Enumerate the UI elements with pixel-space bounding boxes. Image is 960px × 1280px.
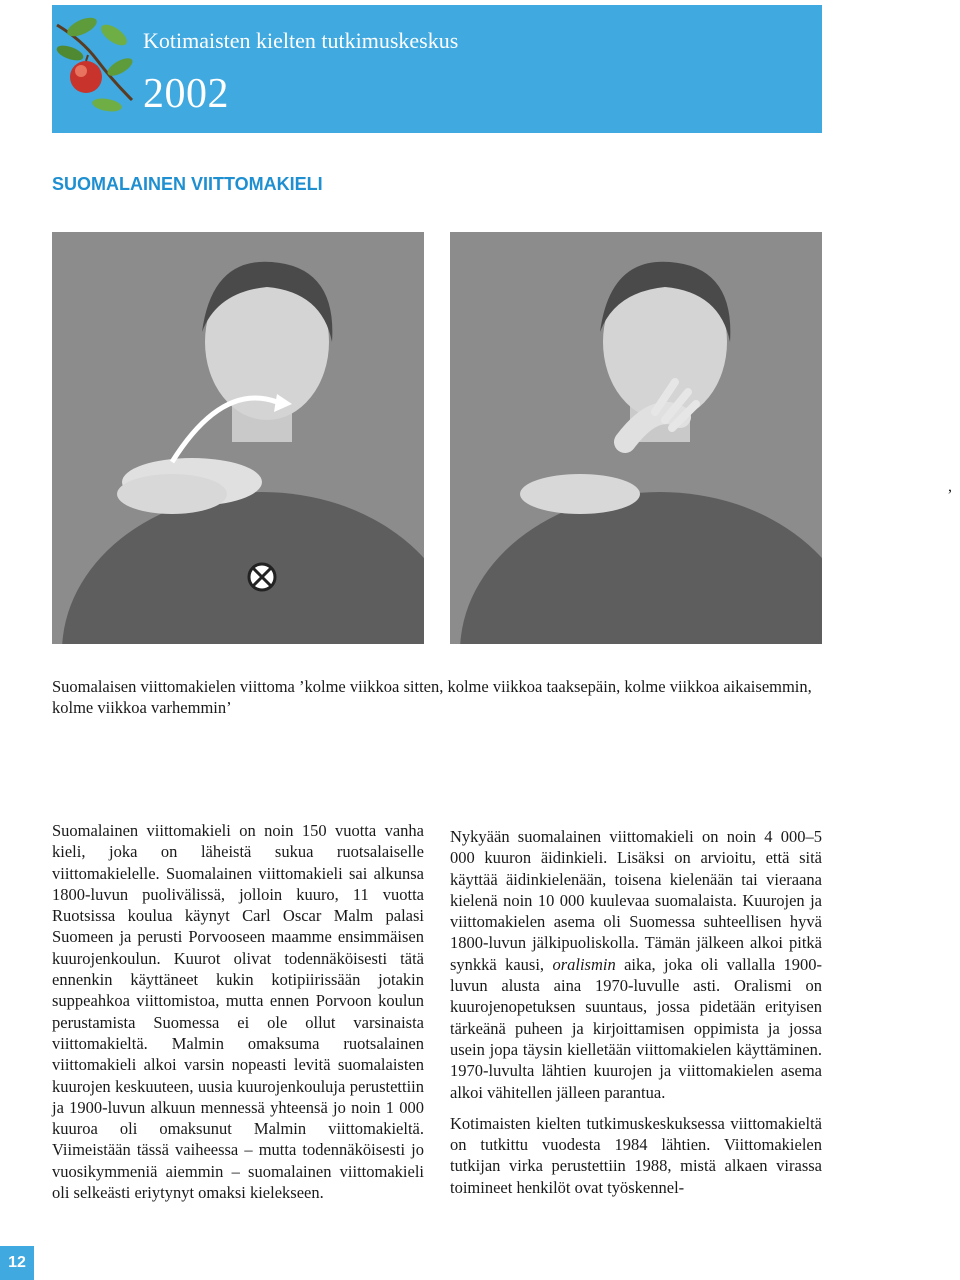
text-run: Nykyään suomalainen viittomakieli on noin 4 000–5 000 kuuron äidinkieli. Lisäksi on arvioitu, että sitä käyttää äidinkielenään, toisena kielenään tai vieraana kielenä noin 10 000 kuulevaa suomalaista. Kuurojen ja viittomakielen asema oli Suomessa suhteellisen hyvä 1800-luvun jälkipuoliskolla. Tämän jälkeen alkoi pitkä synkkä kausi,	[450, 827, 822, 974]
text-run: aika, joka oli vallalla 1900-luvun alusta aina 1970-luvulle asti. Oralismi on kuurojenopetuksen suuntaus, jossa pidetään erityisen tärkeänä puheen ja kirjoittamisen oppimista ja jossa usein jopa täysin kielletään viittomakielen käyttäminen. 1970-luvulta lähtien kuurojen ja viittomakielen asema alkoi vähitellen jälleen parantua.	[450, 954, 823, 1102]
column-right	[450, 826, 822, 1198]
body-paragraph: Suomalainen viittomakieli on noin 150 vuotta vanha kieli, joka on läheistä sukua ruotsalaiselle viittomakielelle. Suomalainen viittomakieli sai alkunsa 1800-luvun puolivälissä, jolloin kuuro, 11 vuotta Ruotsissa koulua käynyt Carl Oscar Malm palasi Suomeen ja perusti Porvooseen maamme ensimmäisen kuurojenkoulun. Kuurot olivat todennäköisesti tätä ennenkin käyttäneet kukin kotipiirissään jotakin suppeahkoa viittomistoa, mutta ennen Porvoon koulun perustamista Suomessa ei ole ollut varsinaista viittomakieltä. Malmin omaksuma ruotsalainen viittomakieli alkoi varsin nopeasti levitä suomalaisten kuurojen keskuuteen, uusia kuurojenkouluja perustettiin ja 1900-luvun alkuun mennessä yhteensä jo noin 1 000 kuuroa oli omaksunut Malmin viittomakieltä. Viimeistään tässä vaiheessa – mutta todennäköisesti jo vuosikymmeniä aiemmin – suomalainen viittomakieli oli selkeästi eriytynyt omaksi kielekseen.	[52, 821, 424, 1203]
figure-caption: Suomalaisen viittomakielen viittoma ’kolme viikkoa sitten, kolme viikkoa taaksepäin, kolme viikkoa aikaisemmin, kolme viikkoa varhemmin’	[52, 677, 812, 717]
sign-photo-end	[450, 232, 822, 644]
italic-term: oralismin	[552, 954, 616, 974]
year: 2002	[143, 71, 229, 117]
page-number: 12	[0, 1246, 34, 1280]
body-paragraph	[450, 826, 822, 1103]
stray-comma: ,	[948, 478, 952, 495]
apple-branch-logo	[52, 5, 137, 133]
institution-name: Kotimaisten kielten tutkimuskeskus	[143, 28, 459, 53]
sign-photo-start	[52, 232, 424, 644]
section-title: SUOMALAINEN VIITTOMAKIELI	[52, 174, 323, 194]
body-paragraph: Kotimaisten kielten tutkimuskeskuksessa viittomakieltä on tutkittu vuodesta 1984 lähtien. Viittomakielen tutkijan virka perustettiin 1988, mistä alkaen virassa toimineet henkilöt ovat työskennel-	[450, 1113, 822, 1197]
column-left	[52, 820, 424, 1203]
